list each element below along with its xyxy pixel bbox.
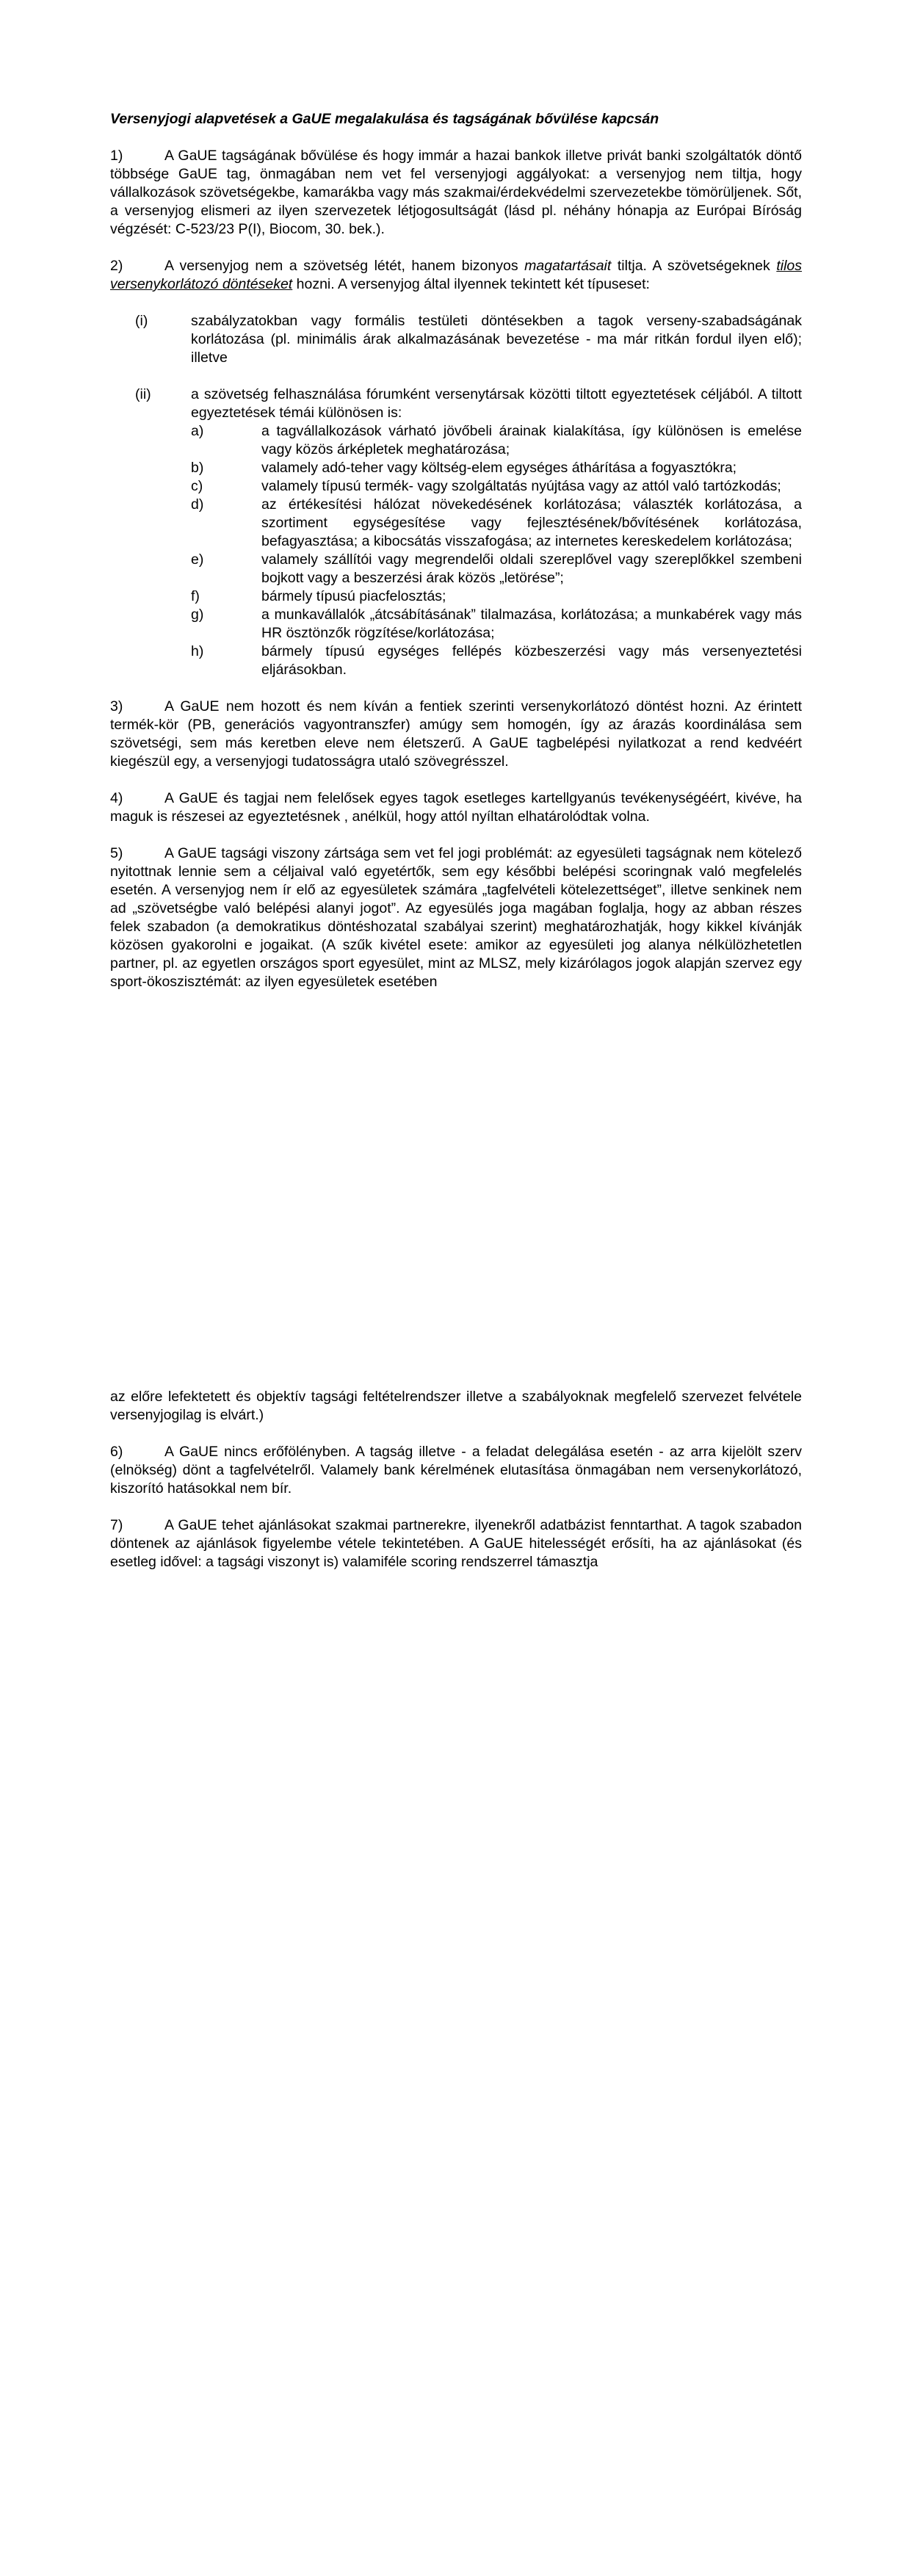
list-item-i — [110, 312, 802, 367]
sub-list-item — [191, 459, 802, 477]
sub-list-item — [191, 496, 802, 551]
paragraph-number: 7) — [110, 1517, 123, 1533]
paragraph-6 — [110, 1443, 802, 1498]
sub-list-text: bármely típusú egységes fellépés közbeszerzési vagy más versenyeztetési eljárásokban. — [261, 643, 802, 678]
paragraph-4 — [110, 789, 802, 826]
paragraph-7 — [110, 1516, 802, 1571]
paragraph-text: tiltja. A szövetségeknek — [611, 258, 777, 274]
paragraph-text: A GaUE tagságának bővülése és hogy immár a hazai bankok illetve privát banki szolgáltatók döntő többsége GaUE tag, önmagában nem vet fel versenyjogi aggályokat: a versenyjog nem tiltja, hogy vállalkozások szövetségekbe, kamarákba vagy más szakmai/érdekvédelmi szervezetekbe tömörüljenek. Sőt, a versenyjog elismeri az ilyen szervezetek létjogosultságát (lásd pl. néhány hónapja az Európai Bíróság végzését: C-523/23 P(I), Biocom, 30. bek.). — [110, 148, 802, 237]
sub-list-text: valamely adó-teher vagy költség-elem egységes áthárítása a fogyasztókra; — [261, 460, 737, 476]
paragraph-text: A GaUE nem hozott és nem kíván a fentiek szerinti versenykorlátozó döntést hozni. Az érintett termék-kör (PB, generációs vagyontranszfer) amúgy sem homogén, így az árazás koordinálása sem szövetségi, sem más keretben eleve nem életszerű. A GaUE tagbelépési nyilatkozat a rend kedvéért kiegészül egy, a versenyjogi tudatosságra utaló szövegrésszel. — [110, 698, 802, 770]
sub-list-label: a) — [191, 423, 204, 439]
sub-list-item — [191, 477, 802, 496]
paragraph-number: 1) — [110, 148, 123, 164]
sub-list-text: a tagvállalkozások várható jövőbeli árainak kialakítása, így különösen is emelése vagy közös árképletek meghatározása; — [261, 423, 802, 457]
list-item-ii — [110, 386, 802, 679]
emphasis-text: magatartásait — [524, 258, 612, 274]
document-body-top — [110, 110, 802, 1010]
paragraph-number: 6) — [110, 1444, 123, 1460]
sub-list-label: h) — [191, 643, 204, 659]
paragraph-2 — [110, 257, 802, 294]
list-text: a szövetség felhasználása fórumként versenytársak közötti tiltott egyeztetések céljából. A tiltott egyeztetések témái különösen is: — [191, 386, 802, 421]
paragraph-text: A GaUE és tagjai nem felelősek egyes tagok esetleges kartellgyanús tevékenységéért, kivéve, ha maguk is részesei az egyeztetésnek , anélkül, hogy attól nyíltan elhatárolódtak volna. — [110, 790, 802, 825]
paragraph-text: A GaUE nincs erőfölényben. A tagság illetve - a feladat delegálása esetén - az arra kijelölt szerv (elnökség) dönt a tagfelvételről. Valamely bank kérelmének elutasítása önmagában nem versenykorlátozó, kiszorító hatásokkal nem bír. — [110, 1444, 802, 1497]
paragraph-text: A GaUE tehet ajánlásokat szakmai partnerekre, ilyenekről adatbázist fenntarthat. A tagok szabadon döntenek az ajánlások figyelembe vétele tekintetében. A GaUE hitelességét erősíti, ha az ajánlásokat (és esetleg idővel: a tagsági viszonyt is) valamiféle scoring rendszerrel támasztja — [110, 1517, 802, 1570]
list-text: szabályzatokban vagy formális testületi döntésekben a tagok verseny-szabadságának korlátozása (pl. minimális árak alkalmazásának bevezetése - ma már ritkán fordul ilyen elő); illetve — [191, 313, 802, 366]
paragraph-5 — [110, 844, 802, 991]
document-title: Versenyjogi alapvetések a GaUE megalakulása és tagságának bővülése kapcsán — [110, 111, 659, 127]
paragraph-text: hozni. A versenyjog által ilyennek tekintett két típuseset: — [292, 276, 650, 292]
paragraph-text: A versenyjog nem a szövetség létét, hanem bizonyos — [164, 258, 525, 274]
sub-list-item — [191, 606, 802, 643]
paragraph-number: 2) — [110, 258, 123, 274]
sub-list-text: valamely szállítói vagy megrendelői oldali szereplővel vagy szereplőkkel szembeni bojkott vagy a beszerzési árak közös „letörése”; — [261, 551, 802, 586]
sub-list-label: c) — [191, 478, 203, 494]
sub-list-label: f) — [191, 588, 200, 604]
list-label: (i) — [135, 313, 148, 329]
paragraph-3 — [110, 698, 802, 771]
sub-list-item — [191, 422, 802, 459]
paragraph-1 — [110, 147, 802, 239]
list-label: (ii) — [135, 386, 151, 402]
document-body-continued — [110, 1388, 802, 1590]
paragraph-number: 3) — [110, 698, 123, 714]
sub-list-label: e) — [191, 551, 204, 568]
paragraph-number: 4) — [110, 790, 123, 806]
sub-list-label: d) — [191, 496, 204, 513]
sub-list-text: az értékesítési hálózat növekedésének korlátozása; választék korlátozása, a szortiment egységesítése vagy fejlesztésének/bővítésének korlátozása, befagyasztása; a kibocsátás visszafogása; az internetes kereskedelem korlátozása; — [261, 496, 802, 549]
sub-list-text: bármely típusú piacfelosztás; — [261, 588, 446, 604]
sub-list-text: a munkavállalók „átcsábításának” tilalmazása, korlátozása; a munkabérek vagy más HR ösztönzők rögzítése/korlátozása; — [261, 607, 802, 641]
sub-list-item — [191, 587, 802, 606]
emphasis-underlined-text: tilos — [776, 258, 802, 274]
sub-list-text: valamely típusú termék- vagy szolgáltatás nyújtása vagy az attól való tartózkodás; — [261, 478, 781, 494]
sub-list-item — [191, 551, 802, 587]
paragraph-text: A GaUE tagsági viszony zártsága sem vet fel jogi problémát: az egyesületi tagságnak nem kötelező nyitottnak lennie sem a céljaival való egyetértők, sem egy későbbi belépési scoringnak való megfelelés esetén. A versenyjog nem ír elő az egyesületek számára „tagfelvételi kötelezettséget”, illetve senkinek nem ad „szövetségbe való belépési alanyi jogot”. Az egyesülés joga magában foglalja, hogy az abban részes felek szabadon (a demokratikus döntéshozatal szabályai szerint) meghatározhatják, hogy kikkel kívánják közösen gyakorolni e jogaikat. (A szűk kivétel esete: amikor az egyesületi jog alanya nélkülözhetetlen partner, pl. az egyetlen országos sport egyesület, mint az MLSZ, mely kizárólagos jogok alapján szervez egy sport-ökoszisztémát: az ilyen egyesületek esetében — [110, 845, 802, 990]
sub-list-item — [191, 643, 802, 679]
sub-list-label: g) — [191, 607, 204, 623]
emphasis-underlined-text: versenykorlátozó döntéseket — [110, 276, 293, 292]
list-body — [191, 386, 802, 679]
sub-list-label: b) — [191, 460, 204, 476]
sub-list — [191, 422, 802, 679]
paragraph-number: 5) — [110, 845, 123, 861]
paragraph-5-continued: az előre lefektetett és objektív tagsági feltételrendszer illetve a szabályoknak megfelelő szervezet felvétele versenyjogilag is elvárt.) — [110, 1389, 802, 1423]
